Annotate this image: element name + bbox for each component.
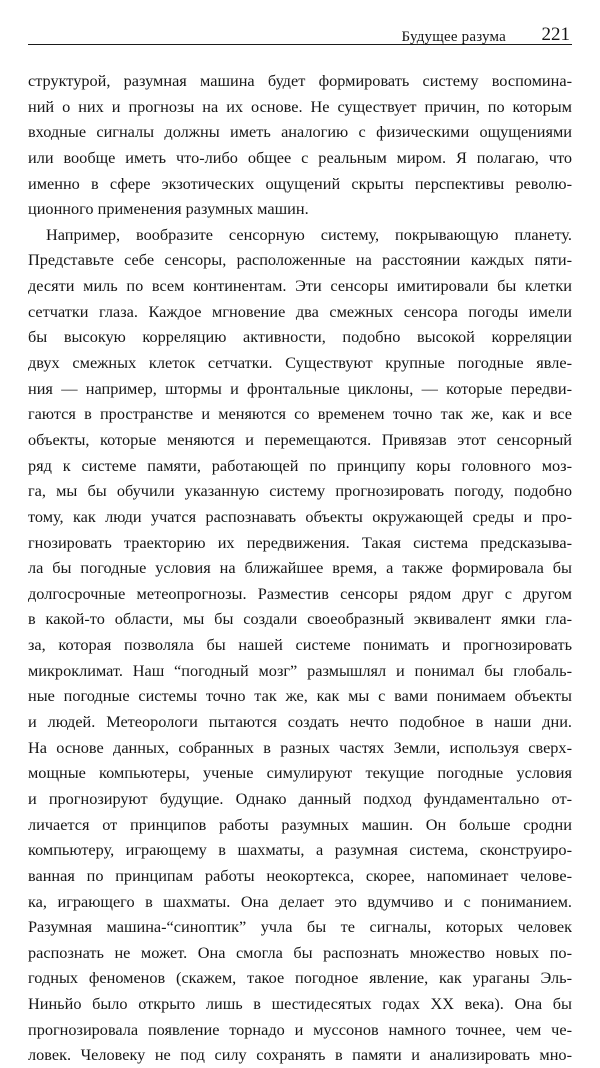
text-line: распознать не может. Она смогла бы распознать множество новых по- [28,942,572,962]
text-line: двух смежных клеток сетчатки. Существуют крупные погодные явле- [28,353,572,373]
text-line: мощные компьютеры, ученые симулируют текущие погодные условия [28,763,572,783]
text-line: личается от принципов работы разумных машин. Он больше сродни [28,814,572,834]
text-line: объекты, которые меняются и перемещаются. Привязав этот сенсорный [28,429,572,449]
text-line: Ниньйо было открыто лишь в шестидесятых годах XX века). Она бы [28,994,572,1014]
running-header [28,12,572,45]
text-line: в какой-то области, мы бы создали своеобразный эквивалент ямки гла- [28,609,572,629]
text-line: годных феноменов (скажем, такое погодное явление, как ураганы Эль- [28,968,572,988]
page-number: 221 [541,24,570,45]
text-line: Например, вообразите сенсорную систему, покрывающую планету. [46,224,572,244]
body-text [28,68,572,1068]
text-line: ла бы погодные условия на ближайшее время, а также формировала бы [28,558,572,578]
text-line: долгосрочные метеопрогнозы. Разместив сенсоры рядом друг с другом [28,583,572,603]
text-line: микроклимат. Наш “погодный мозг” размышлял и понимал бы глобаль- [28,660,572,680]
text-line: Представьте себе сенсоры, расположенные на расстоянии каждых пяти- [28,250,572,270]
text-line: ванная по принципам работы неокортекса, скорее, напоминает челове- [28,865,572,885]
running-title: Будущее разума [401,29,506,45]
text-line: гаются в пространстве и меняются со временем точно так же, как и все [28,404,572,424]
text-line: бы высокую корреляцию активности, подобно высокой корреляции [28,327,572,347]
text-line: тому, как люди учатся распознавать объекты окружающей среды и про- [28,506,572,526]
text-line: входные сигналы должны иметь аналогию с физическими ощущениями [28,122,572,142]
text-line: именно в сфере экзотических ощущений скрыты перспективы револю- [28,173,572,193]
text-line: или вообще иметь что-либо общее с реальным миром. Я полагаю, что [28,147,572,167]
text-line: На основе данных, собранных в разных частях Земли, используя сверх- [28,737,572,757]
text-line: ные погодные системы точно так же, как мы с вами понимаем объекты [28,686,572,706]
text-line: за, которая позволяла бы нашей системе понимать и прогнозировать [28,635,572,655]
text-line: компьютеру, играющему в шахматы, а разумная система, сконструиро- [28,840,572,860]
text-line: ка, играющего в шахматы. Она делает это вдумчиво и с пониманием. [28,891,572,911]
text-line: ционного применения разумных машин. [28,199,309,219]
text-line: сетчатки глаза. Каждое мгновение два смежных сенсора погоды имели [28,301,572,321]
text-line: структурой, разумная машина будет формировать систему воспомина- [28,71,572,90]
text-line: прогнозировала появление торнадо и муссонов намного точнее, чем че- [28,1019,572,1039]
text-line: и людей. Метеорологи пытаются создать нечто подобное в наши дни. [28,712,572,732]
text-line: ловек. Человеку не под силу сохранять в памяти и анализировать мно- [28,1045,572,1065]
text-line: ряд к системе памяти, работающей по принципу коры головного моз- [28,455,572,475]
text-line: ний о них и прогнозы на их основе. Не существует причин, по которым [28,96,572,116]
text-line: га, мы бы обучили указанную систему прогнозировать погоду, подобно [28,481,572,501]
text-line: и прогнозируют будущие. Однако данный подход фундаментально от- [28,788,572,808]
text-line: гнозировать траекторию их передвижения. Такая система предсказыва- [28,532,572,552]
text-line: ния — например, штормы и фронтальные циклоны, — которые передви- [28,378,572,398]
text-line: десяти миль по всем континентам. Эти сенсоры имитировали бы клетки [28,276,572,296]
text-line: Разумная машина-“синоптик” учла бы те сигналы, которых человек [28,917,572,937]
